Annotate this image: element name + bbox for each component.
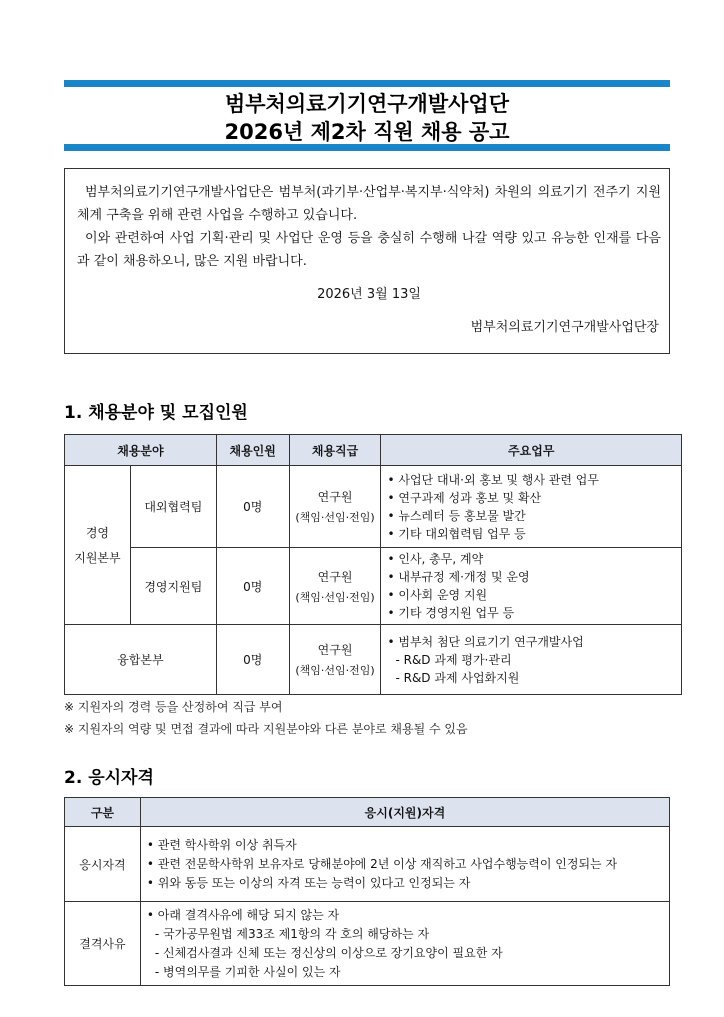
recruitment-table	[64, 434, 682, 695]
table-row	[65, 625, 682, 695]
list-item: - 병역의무를 기피한 사실이 있는 자	[154, 964, 341, 979]
intro-paragraph-2: 이와 관련하여 사업 기획·관리 및 사업단 운영 등을 충실히 수행해 나갈 역량 있고 유능한 인재를 다음과 같이 채용하오니, 많은 지원 바랍니다.	[77, 231, 661, 269]
header-bottom-bar	[64, 144, 670, 151]
table-row	[65, 902, 670, 986]
duties-cell	[381, 548, 682, 625]
header-category: 구분	[65, 798, 141, 827]
table-row	[65, 548, 682, 625]
note-1: ※ 지원자의 경력 등을 산정하여 직급 부여	[64, 700, 283, 714]
table-header-row	[65, 435, 682, 466]
list-item: - 국가공무원법 제33조 제1항의 각 호의 해당하는 자	[154, 926, 430, 941]
count-cell: 0명	[216, 548, 289, 625]
header-qualification: 응시(지원)자격	[140, 798, 669, 827]
list-item: • 기타 경영지원 업무 등	[387, 606, 515, 620]
list-item: • 기타 대외협력팀 업무 등	[387, 526, 526, 541]
list-item: • 내부규정 제·개정 및 운영	[387, 570, 530, 584]
section2-title: 2. 응시자격	[64, 768, 154, 788]
header-top-bar	[64, 80, 670, 87]
list-item: • 사업단 대내·외 홍보 및 행사 관련 업무	[387, 472, 599, 487]
list-item: • 범부처 첨단 의료기기 연구개발사업	[387, 634, 584, 649]
qualification-cell	[140, 902, 669, 986]
intro-box	[64, 168, 670, 354]
duties-cell	[381, 625, 682, 695]
table-row	[65, 466, 682, 548]
list-item: • 인사, 총무, 계약	[387, 552, 484, 566]
team-cell: 융합본부	[65, 625, 217, 695]
category-cell: 결격사유	[65, 902, 141, 986]
list-item: • 아래 결격사유에 해당 되지 않는 자	[146, 907, 340, 922]
section1-title: 1. 채용분야 및 모집인원	[64, 403, 248, 423]
team-cell: 대외협력팀	[130, 466, 216, 548]
header-rank: 채용직급	[289, 435, 381, 466]
division-cell: 경영 지원본부	[65, 466, 131, 625]
list-item: - R&D 과제 사업화지원	[395, 670, 520, 685]
header-duties: 주요업무	[381, 435, 682, 466]
rank-cell: 연구원 (책임·선임·전임)	[289, 466, 381, 548]
intro-paragraph-1: 범부처의료기기연구개발사업단은 범부처(과기부·산업부·복지부·식약처) 차원의 의료기기 전주기 지원체계 구축을 위해 관련 사업을 수행하고 있습니다.	[77, 185, 661, 223]
list-item: - 신체검사결과 신체 또는 정신상의 이상으로 장기요양이 필요한 자	[154, 945, 503, 960]
list-item: • 관련 전문학사학위 보유자로 당해분야에 2년 이상 재직하고 사업수행능력이 인정되는 자	[146, 856, 618, 871]
rank-cell: 연구원 (책임·선임·전임)	[289, 548, 381, 625]
header-count: 채용인원	[216, 435, 289, 466]
qualification-table	[64, 797, 670, 986]
duties-cell	[381, 466, 682, 548]
list-item: - R&D 과제 평가·관리	[395, 652, 512, 667]
note-2: ※ 지원자의 역량 및 면접 결과에 따라 지원분야와 다른 분야로 채용될 수 있음	[64, 722, 468, 736]
list-item: • 연구과제 성과 홍보 및 확산	[387, 490, 542, 505]
page-title-line2: 2026년 제2차 직원 채용 공고	[224, 120, 510, 144]
category-cell: 응시자격	[65, 827, 141, 902]
list-item: • 위와 동등 또는 이상의 자격 또는 능력이 있다고 인정되는 자	[146, 875, 471, 890]
count-cell: 0명	[216, 466, 289, 548]
table-header-row	[65, 798, 670, 827]
team-cell: 경영지원팀	[130, 548, 216, 625]
count-cell: 0명	[216, 625, 289, 695]
header-field: 채용분야	[65, 435, 217, 466]
announcement-date: 2026년 3월 13일	[317, 287, 421, 302]
page-title-line1: 범부처의료기기연구개발사업단	[224, 92, 509, 116]
rank-cell: 연구원 (책임·선임·전임)	[289, 625, 381, 695]
qualification-cell	[140, 827, 669, 902]
signature: 범부처의료기기연구개발사업단장	[470, 320, 659, 335]
list-item: • 뉴스레터 등 홍보물 발간	[387, 508, 526, 523]
table-row	[65, 827, 670, 902]
list-item: • 이사회 운영 지원	[387, 588, 488, 602]
list-item: • 관련 학사학위 이상 취득자	[146, 837, 297, 852]
